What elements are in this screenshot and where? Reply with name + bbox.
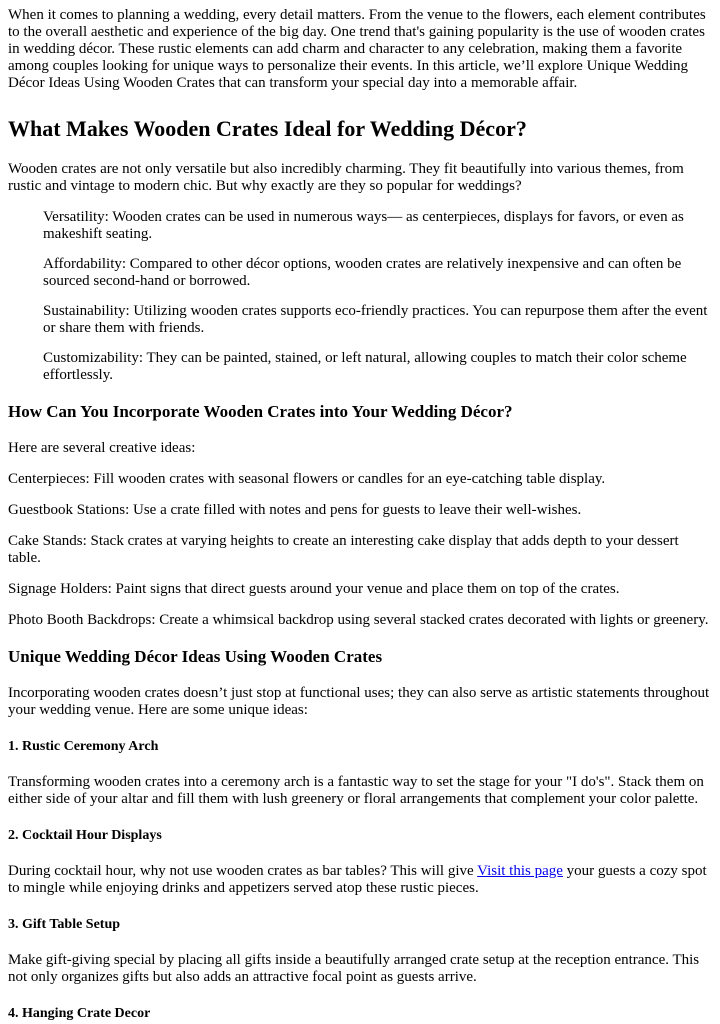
cocktail-text-after: your guests a cozy spot to mingle while enjoying drinks and appetizers served atop these rustic pieces. bbox=[8, 863, 707, 896]
idea-item-guestbook: Guestbook Stations: Use a crate filled with notes and pens for guests to leave their well-wishes. bbox=[8, 502, 582, 518]
subheading-ceremony-arch: 1. Rustic Ceremony Arch bbox=[8, 739, 159, 754]
idea-item-cake-stands: Cake Stands: Stack crates at varying heights to create an interesting cake display that adds depth to your dessert table. bbox=[8, 533, 679, 566]
benefit-item-sustainability: Sustainability: Utilizing wooden crates supports eco-friendly practices. You can repurpose them after the event or share them with friends. bbox=[43, 303, 708, 336]
intro-paragraph: When it comes to planning a wedding, every detail matters. From the venue to the flowers, each element contributes to the overall aesthetic and experience of the big day. One trend that's gaining popularity is the use of wooden crates in wedding décor. These rustic elements can add charm and character to any celebration, making them a favorite among couples looking for unique ways to personalize their events. In this article, we’ll explore Unique Wedding Décor Ideas Using Wooden Crates that can transform your special day into a memorable affair. bbox=[8, 7, 706, 91]
cocktail-text-before: During cocktail hour, why not use wooden crates as bar tables? This will give bbox=[8, 863, 478, 879]
subheading-hanging-crate: 4. Hanging Crate Decor bbox=[8, 1006, 151, 1021]
ceremony-arch-body: Transforming wooden crates into a ceremony arch is a fantastic way to set the stage for your "I do's". Stack them on either side of your altar and fill them with lush greenery or floral arrangements that complement your color palette. bbox=[8, 774, 704, 807]
subheading-cocktail-hour: 2. Cocktail Hour Displays bbox=[8, 828, 162, 843]
visit-page-link[interactable]: Visit this page bbox=[477, 863, 563, 879]
gift-table-body: Make gift-giving special by placing all gifts inside a beautifully arranged crate setup at the reception entrance. This not only organizes gifts but also adds an attractive focal point as guests arrive. bbox=[8, 952, 700, 985]
ideas-list bbox=[8, 471, 714, 629]
section-heading-ideal: What Makes Wooden Crates Ideal for Wedding Décor? bbox=[8, 116, 527, 141]
section-ideal-body: Wooden crates are not only versatile but also incredibly charming. They fit beautifully into various themes, from rustic and vintage to modern chic. But why exactly are they so popular for weddings? bbox=[8, 161, 684, 194]
benefits-list bbox=[8, 209, 714, 384]
idea-item-signage: Signage Holders: Paint signs that direct guests around your venue and place them on top of the crates. bbox=[8, 581, 620, 597]
section-heading-unique: Unique Wedding Décor Ideas Using Wooden Crates bbox=[8, 647, 383, 666]
section-unique-body: Incorporating wooden crates doesn’t just stop at functional uses; they can also serve as artistic statements throughout your wedding venue. Here are some unique ideas: bbox=[8, 685, 710, 718]
idea-item-centerpieces: Centerpieces: Fill wooden crates with seasonal flowers or candles for an eye-catching table display. bbox=[8, 471, 606, 487]
cocktail-hour-body bbox=[8, 863, 714, 897]
section-heading-incorporate: How Can You Incorporate Wooden Crates into Your Wedding Décor? bbox=[8, 402, 513, 421]
benefit-item-customizability: Customizability: They can be painted, stained, or left natural, allowing couples to match their color scheme effortlessly. bbox=[43, 350, 687, 383]
benefit-item-versatility: Versatility: Wooden crates can be used in numerous ways— as centerpieces, displays for favors, or even as makeshift seating. bbox=[43, 209, 684, 242]
subheading-gift-table: 3. Gift Table Setup bbox=[8, 917, 121, 932]
section-incorporate-lead: Here are several creative ideas: bbox=[8, 440, 196, 456]
article bbox=[0, 7, 720, 1022]
benefit-item-affordability: Affordability: Compared to other décor options, wooden crates are relatively inexpensive and can often be sourced second-hand or borrowed. bbox=[43, 256, 682, 289]
idea-item-photo-booth: Photo Booth Backdrops: Create a whimsical backdrop using several stacked crates decorated with lights or greenery. bbox=[8, 612, 709, 628]
